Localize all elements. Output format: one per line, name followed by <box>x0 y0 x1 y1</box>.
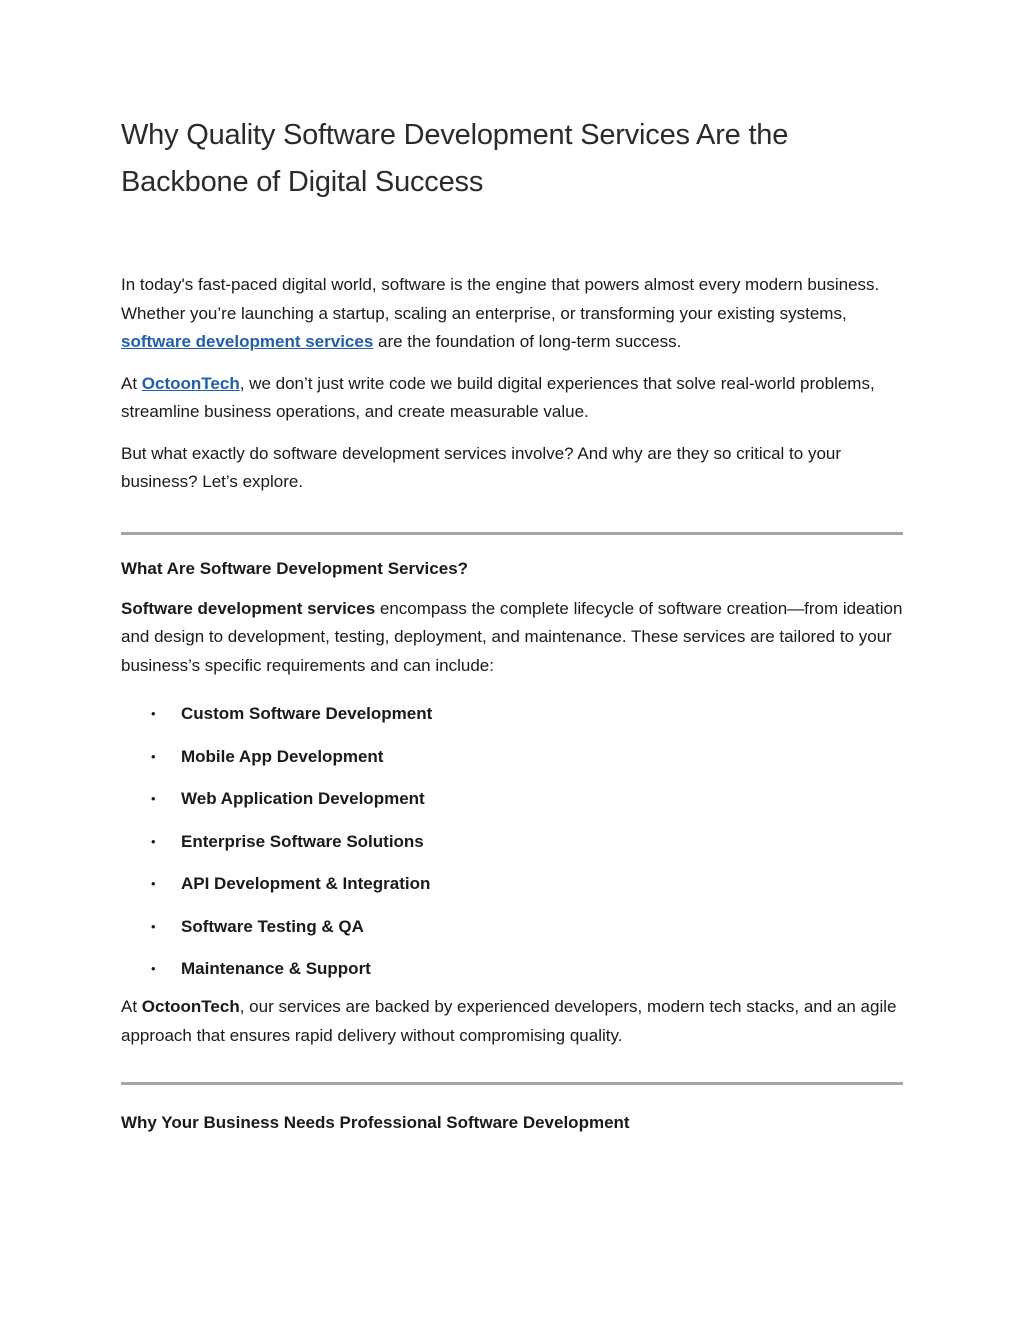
intro-paragraph-1 <box>121 271 903 357</box>
list-item <box>121 828 903 871</box>
title-line-2: Backbone of Digital Success <box>121 166 484 198</box>
section-divider-2 <box>121 1082 903 1085</box>
bullet-icon: • <box>151 833 156 849</box>
bullet-icon: • <box>151 706 156 721</box>
list-item-label: API Development & Integration <box>181 874 431 893</box>
document-page <box>121 112 903 1137</box>
list-item <box>121 913 903 956</box>
list-item <box>121 870 903 913</box>
intro-p2-text-after: , we don’t just write code we build digital experiences that solve real-world problems, streamline business operations, and create measurable value. <box>121 373 875 421</box>
list-item-label: Software Testing & QA <box>181 916 364 936</box>
bullet-icon: • <box>151 918 156 934</box>
section1-paragraph <box>121 595 903 681</box>
software-development-services-link[interactable]: software development services <box>121 332 374 351</box>
section1-bold-term: Software development services <box>121 598 376 618</box>
section-heading-why-your-business: Why Your Business Needs Professional Software Development <box>121 1113 630 1132</box>
list-item-label: Web Application Development <box>181 789 425 808</box>
list-item-label: Mobile App Development <box>181 746 384 766</box>
list-item-label: Enterprise Software Solutions <box>181 831 424 851</box>
list-item-label: Maintenance & Support <box>181 959 371 978</box>
intro-paragraph-2 <box>121 370 903 427</box>
octoontech-link[interactable]: OctoonTech <box>141 373 240 393</box>
section-divider-1 <box>121 532 903 535</box>
list-item <box>121 700 903 743</box>
bullet-icon: • <box>151 791 156 806</box>
services-list <box>121 700 903 983</box>
section1-closing-paragraph <box>121 993 903 1050</box>
list-item <box>121 955 903 983</box>
title-line-1: Why Quality Software Development Services Are the <box>121 119 789 151</box>
intro-p1-text-before: In today's fast-paced digital world, software is the engine that powers almost every modern business. Whether you’re launching a startup, scaling an enterprise, or transforming your existing systems, <box>121 275 880 323</box>
document-title <box>121 112 903 206</box>
bullet-icon: • <box>151 961 156 976</box>
intro-paragraph-3: But what exactly do software development services involve? And why are they so critical to your business? Let’s explore. <box>121 443 842 491</box>
closing-bold-brand: OctoonTech <box>141 997 240 1016</box>
section-heading-what-are: What Are Software Development Services? <box>121 558 469 578</box>
list-item <box>121 785 903 828</box>
closing-text-after: , our services are backed by experienced developers, modern tech stacks, and an agile approach that ensures rapid delivery without compromising quality. <box>121 997 897 1045</box>
list-item-label: Custom Software Development <box>181 704 433 723</box>
section1-paragraph-text: encompass the complete lifecycle of software creation—from ideation and design to development, testing, deployment, and maintenance. These services are tailored to your business’s specific requirements and can include: <box>121 598 903 675</box>
bullet-icon: • <box>151 748 156 764</box>
intro-p2-text-before: At <box>121 373 142 393</box>
intro-p1-text-after: are the foundation of long-term success. <box>373 332 682 351</box>
list-item <box>121 743 903 786</box>
closing-text-before: At <box>121 997 142 1016</box>
bullet-icon: • <box>151 876 156 891</box>
